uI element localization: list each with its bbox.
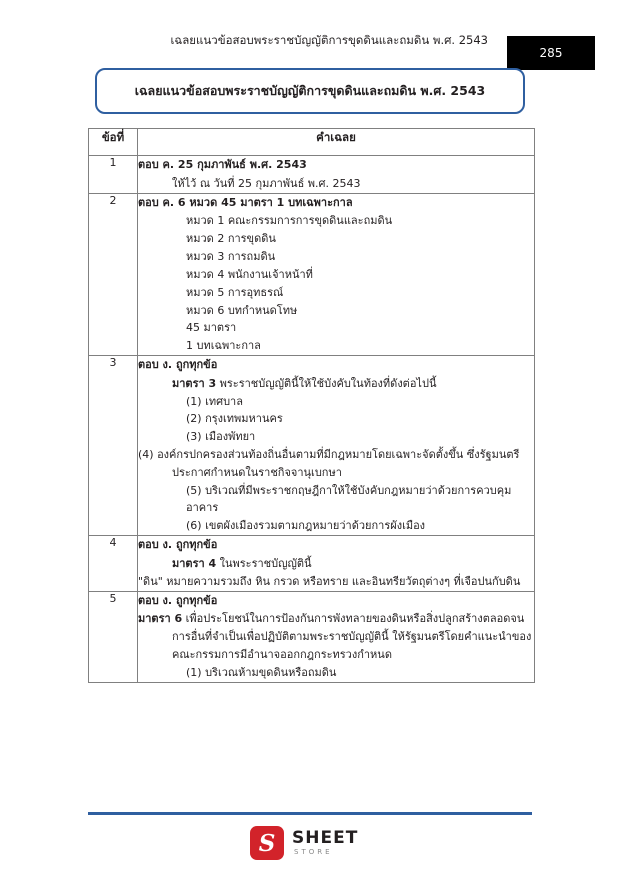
document-title-box [95,68,525,114]
answer-line: (6) เขตผังเมืองรวมตามกฎหมายว่าด้วยการผังเมือง [186,519,426,533]
logo-subtext: STORE [294,848,333,856]
question-number: 4 [89,536,138,591]
table-row [89,355,535,535]
answer-line: (3) เมืองพัทยา [186,430,256,444]
answer-line: หมวด 4 พนักงานเจ้าหน้าที่ [186,267,313,281]
answers-table [88,128,535,683]
table-header-row [89,129,535,156]
answer-heading: ตอบ ง. ถูกทุกข้อ [138,538,218,552]
answer-cell [138,156,535,194]
column-header-number: ข้อที่ [89,129,138,156]
question-number: 1 [89,156,138,194]
answer-line: หมวด 6 บทกำหนดโทษ [186,303,298,317]
page-header [0,18,620,58]
question-number: 2 [89,193,138,355]
answer-heading: ตอบ ค. 6 หมวด 45 มาตรา 1 บทเฉพาะกาล [138,195,353,209]
answer-line: มาตรา 4 ในพระราชบัญญัตินี้ [172,556,312,570]
answer-line: (5) บริเวณที่มีพระราชกฤษฎีกาให้ใช้บังคับกฎหมายว่าด้วยการควบคุมอาคาร [186,483,512,515]
answer-line: 45 มาตรา [186,321,237,335]
answer-cell [138,536,535,591]
answer-line: หมวด 3 การถมดิน [186,250,276,264]
answer-line: 1 บทเฉพาะกาล [186,339,261,353]
table-body [89,156,535,683]
answer-line: หมวด 5 การอุทธรณ์ [186,285,284,299]
answers-table-container [88,128,532,683]
answer-cell [138,591,535,682]
section-reference: มาตรา 6 [138,612,183,626]
running-title: เฉลยแนวข้อสอบพระราชบัญญัติการขุดดินและถมดิน พ.ศ. 2543 [170,33,488,47]
section-reference: มาตรา 3 [172,376,217,390]
answer-line: (1) บริเวณห้ามขุดดินหรือถมดิน [186,665,337,679]
question-number: 3 [89,355,138,535]
answer-heading: ตอบ ง. ถูกทุกข้อ [138,357,218,371]
answer-cell [138,193,535,355]
answer-heading: ตอบ ง. ถูกทุกข้อ [138,593,218,607]
table-row [89,156,535,194]
answer-line: ให้ไว้ ณ วันที่ 25 กุมภาพันธ์ พ.ศ. 2543 [172,176,361,190]
answer-line: หมวด 2 การขุดดิน [186,232,276,246]
section-reference: มาตรา 4 [172,556,217,570]
answer-line: มาตรา 6 เพื่อประโยชน์ในการป้องกันการพังทลายของดินหรือสิ่งปลูกสร้างตลอดจนการอื่นที่จำเป็นเพื่อปฏิบัติตามพระราชบัญญัตินี้ ให้รัฐมนตรีโดยคำแนะนำของคณะกรรมการมีอำนาจออกกฎกระทรวงกำหนด [138,612,532,661]
page-title: เฉลยแนวข้อสอบพระราชบัญญัติการขุดดินและถมดิน พ.ศ. 2543 [134,83,486,98]
answer-line: หมวด 1 คณะกรรมการการขุดดินและถมดิน [186,214,393,228]
answer-line: (2) กรุงเทพมหานคร [186,412,283,426]
table-row [89,193,535,355]
answer-line: (4) องค์กรปกครองส่วนท้องถิ่นอื่นตามที่มีกฎหมายโดยเฉพาะจัดตั้งขึ้น ซึ่งรัฐมนตรีประกาศกำหนดในราชกิจจานุเบกษา [138,448,520,479]
answer-cell [138,355,535,535]
footer-divider [88,812,532,815]
logo-text: SHEET [292,828,359,848]
logo-mark-icon: S [250,826,284,860]
answer-line: "ดิน" หมายความรวมถึง หิน กรวด หรือทราย และอินทรียวัตถุต่างๆ ที่เจือปนกับดิน [138,574,521,588]
question-number: 5 [89,591,138,682]
answer-line: (1) เทศบาล [186,394,243,408]
page-number: 285 [539,46,563,60]
column-header-answer: คำเฉลย [138,129,535,156]
table-row [89,591,535,682]
answer-heading: ตอบ ค. 25 กุมภาพันธ์ พ.ศ. 2543 [138,158,307,171]
answer-line: มาตรา 3 พระราชบัญญัตินี้ให้ใช้บังคับในท้องที่ดังต่อไปนี้ [172,376,437,390]
table-row [89,536,535,591]
sheet-store-logo [250,826,370,864]
